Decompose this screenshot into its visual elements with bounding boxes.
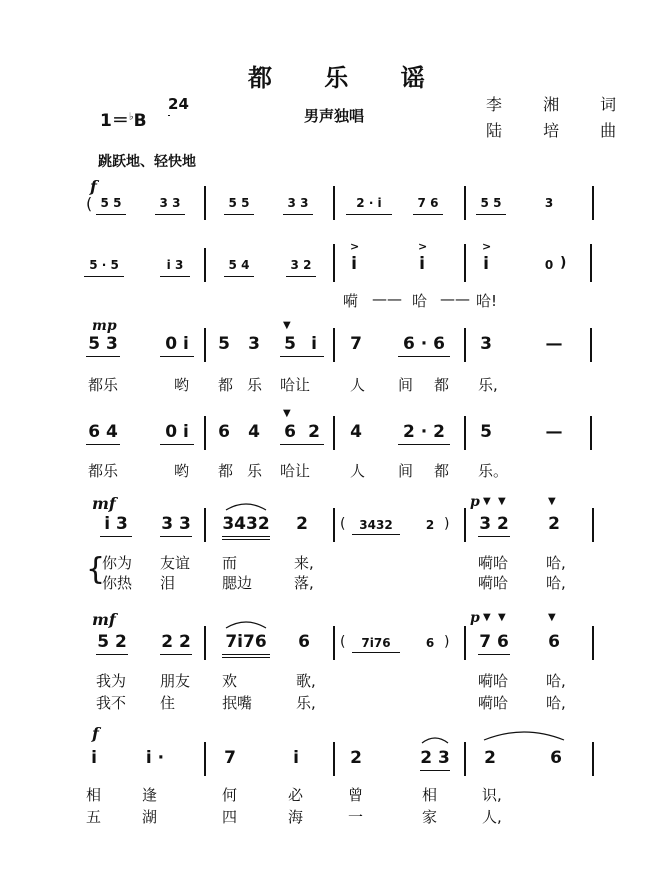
- lyric: 乐。: [478, 462, 509, 480]
- underline: [352, 534, 400, 535]
- lyric: 你为: [102, 554, 133, 572]
- note: 2: [548, 514, 560, 534]
- stress-mark: ▼: [498, 612, 506, 623]
- underline: [96, 214, 126, 215]
- dynamic-mp: mp: [92, 318, 117, 334]
- note-group: 3432: [359, 518, 393, 532]
- lyric: 都: [218, 462, 234, 480]
- note-group: 7 6: [479, 632, 509, 652]
- barline: [333, 328, 335, 362]
- slur: [224, 618, 268, 630]
- note: 2: [425, 518, 435, 532]
- song-title: 都 乐 谣: [248, 64, 447, 92]
- lyric: 嗬哈: [478, 672, 509, 690]
- lyric: 腮边: [222, 574, 253, 592]
- underline: [84, 276, 124, 277]
- lyric: 你热: [102, 574, 133, 592]
- note: i: [483, 254, 489, 274]
- note: 3: [480, 334, 492, 354]
- note: 6: [284, 422, 296, 442]
- barline: [590, 244, 592, 282]
- barline: [204, 626, 206, 660]
- note-group: 7i76: [225, 632, 267, 652]
- underline: [96, 654, 128, 655]
- dynamic-mf: mf: [92, 610, 116, 629]
- paren-open: (: [340, 516, 346, 532]
- lyric: 都: [434, 376, 450, 394]
- paren-close: ): [444, 516, 450, 532]
- note-group: 5 · 5: [89, 258, 119, 272]
- note: 2: [350, 748, 362, 768]
- underline: [222, 654, 270, 655]
- lyric: 朋友: [160, 672, 191, 690]
- lyric: 乐: [247, 462, 263, 480]
- stress-mark: ▼: [498, 496, 506, 507]
- lyric: 欢: [222, 672, 238, 690]
- note: i: [311, 334, 317, 354]
- underline: [222, 536, 270, 537]
- note-group: 3 2: [479, 514, 509, 534]
- note-group: 5 4: [228, 258, 250, 272]
- underline: [280, 444, 324, 445]
- lyric: ——: [372, 290, 402, 308]
- lyric: 海: [288, 808, 304, 826]
- lyric: 落,: [294, 574, 314, 592]
- performance-type: 男声独唱: [304, 107, 365, 125]
- lyric: 间: [398, 376, 414, 394]
- note-group: i 3: [166, 258, 184, 272]
- barline: [333, 244, 335, 282]
- barline: [333, 416, 335, 450]
- note-group: 5 3: [88, 334, 118, 354]
- lyric: 相: [422, 786, 438, 804]
- stress-mark: ▼: [483, 612, 491, 623]
- dynamic-mf: mf: [92, 494, 116, 513]
- note-group: 3432: [222, 514, 270, 534]
- lyric: 人: [350, 462, 366, 480]
- note-group: 6 4: [88, 422, 118, 442]
- time-signature: 2 4: [168, 94, 184, 114]
- lyric: 嗬哈: [478, 574, 509, 592]
- barline: [464, 244, 466, 282]
- note: i: [91, 748, 97, 768]
- lyric: 四: [222, 808, 238, 826]
- note: 6: [425, 636, 435, 650]
- note-group: 0 i: [165, 422, 189, 442]
- barline: [592, 508, 594, 542]
- slur: [420, 734, 450, 744]
- note-group: 7 6: [417, 196, 439, 210]
- accent-mark: >: [482, 240, 492, 253]
- slur: [482, 728, 566, 742]
- underline: [160, 536, 192, 537]
- lyric: 哟: [174, 376, 190, 394]
- lyric: 哈,: [546, 574, 566, 592]
- paren-open: (: [340, 634, 346, 650]
- barline: [464, 508, 466, 542]
- note: 6: [218, 422, 230, 442]
- note: 3: [248, 334, 260, 354]
- underline: [398, 444, 450, 445]
- barline: [204, 416, 206, 450]
- note: i: [351, 254, 357, 274]
- barline: [333, 626, 335, 660]
- lyric: 住: [160, 694, 176, 712]
- lyric: 歌,: [296, 672, 316, 690]
- note-group: 3 2: [290, 258, 312, 272]
- note-group: i ·: [145, 748, 165, 768]
- note-group: 5 5: [228, 196, 250, 210]
- barline: [592, 186, 594, 220]
- underline: [352, 652, 400, 653]
- underline: [86, 356, 120, 357]
- lyric: 相: [86, 786, 102, 804]
- underline: [160, 356, 194, 357]
- lyric: 家: [422, 808, 438, 826]
- paren-close: ): [560, 255, 567, 271]
- note-group: 6 · 6: [403, 334, 445, 354]
- barline: [204, 742, 206, 776]
- lyric: 哈!: [476, 292, 498, 310]
- lyric: 乐,: [296, 694, 316, 712]
- lyric: ——: [440, 290, 470, 308]
- barline: [204, 508, 206, 542]
- note-group: 5 5: [100, 196, 122, 210]
- underline: [398, 356, 450, 357]
- stress-mark: ▼: [283, 408, 291, 419]
- paren-open: (: [86, 194, 93, 213]
- note-group: 2 · i: [356, 196, 382, 210]
- dynamic-p: p: [470, 494, 480, 510]
- lyric: 都乐: [88, 462, 119, 480]
- note-group: 3 3: [287, 196, 309, 210]
- underline: [155, 214, 185, 215]
- lyric: 哟: [174, 462, 190, 480]
- note-group: 5 2: [97, 632, 127, 652]
- lyric: 识,: [482, 786, 502, 804]
- barline: [592, 626, 594, 660]
- lyric: 人,: [482, 808, 502, 826]
- stress-mark: ▼: [283, 320, 291, 331]
- barline: [590, 416, 592, 450]
- lyric: 间: [398, 462, 414, 480]
- underline: [160, 276, 190, 277]
- lyric: 我为: [96, 672, 127, 690]
- barline: [464, 328, 466, 362]
- note: 6: [298, 632, 310, 652]
- paren-close: ): [444, 634, 450, 650]
- underline: [222, 539, 270, 540]
- lyric: 抿嘴: [222, 694, 253, 712]
- lyric: 乐: [247, 376, 263, 394]
- lyric: 逢: [142, 786, 158, 804]
- dash: —: [545, 334, 563, 354]
- underline: [224, 276, 254, 277]
- lyric: 哈,: [546, 694, 566, 712]
- note: 4: [248, 422, 260, 442]
- underline: [476, 214, 506, 215]
- underline: [283, 214, 313, 215]
- lyric: 五: [86, 808, 102, 826]
- lyric: 都乐: [88, 376, 119, 394]
- underline: [224, 214, 254, 215]
- underline: [346, 214, 392, 215]
- lyric: 嗬哈: [478, 554, 509, 572]
- barline: [333, 508, 335, 542]
- underline: [478, 654, 510, 655]
- stress-mark: ▼: [548, 612, 556, 623]
- note: 5: [480, 422, 492, 442]
- note: 2: [296, 514, 308, 534]
- dash: —: [545, 422, 563, 442]
- barline: [464, 416, 466, 450]
- composer-credit: 陆 培 曲: [486, 121, 635, 140]
- barline: [592, 742, 594, 776]
- note-group: 3: [544, 196, 554, 210]
- note-group: 5 5: [480, 196, 502, 210]
- barline: [204, 248, 206, 282]
- lyric: 我不: [96, 694, 127, 712]
- underline: [420, 770, 450, 771]
- barline: [204, 328, 206, 362]
- lyric: 都: [218, 376, 234, 394]
- tempo-marking: 跳跃地、轻快地: [98, 154, 196, 170]
- accent-mark: >: [350, 240, 360, 253]
- lyric: 哈,: [546, 554, 566, 572]
- note: 6: [548, 632, 560, 652]
- note: i: [293, 748, 299, 768]
- note: 7: [224, 748, 236, 768]
- stress-mark: ▼: [483, 496, 491, 507]
- lyric: 何: [222, 786, 238, 804]
- note: 7: [350, 334, 362, 354]
- note-group: 2 2: [161, 632, 191, 652]
- dynamic-p: p: [470, 610, 480, 626]
- lyric: 湖: [142, 808, 158, 826]
- lyricist-credit: 李 湘 词: [486, 95, 635, 114]
- barline: [590, 328, 592, 362]
- underline: [478, 536, 510, 537]
- note-group: 2 · 2: [403, 422, 445, 442]
- barline: [464, 186, 466, 220]
- note: 2: [484, 748, 496, 768]
- lyric: 乐,: [478, 376, 498, 394]
- note-group: 3 3: [161, 514, 191, 534]
- lyric: 哈让: [280, 376, 311, 394]
- key-signature: 1＝♭B: [100, 111, 147, 131]
- lyric: 都: [434, 462, 450, 480]
- lyric: 哈,: [546, 672, 566, 690]
- note: i: [419, 254, 425, 274]
- verse-brace: {: [86, 552, 106, 587]
- note: 0: [544, 258, 554, 272]
- barline: [464, 742, 466, 776]
- note: 5: [284, 334, 296, 354]
- note-group: 3 3: [159, 196, 181, 210]
- lyric: 来,: [294, 554, 314, 572]
- slur: [224, 500, 268, 512]
- lyric: 而: [222, 554, 238, 572]
- underline: [413, 214, 443, 215]
- barline: [333, 742, 335, 776]
- barline: [204, 186, 206, 220]
- underline: [160, 654, 192, 655]
- lyric: 人: [350, 376, 366, 394]
- note: 4: [350, 422, 362, 442]
- lyric: 哈让: [280, 462, 311, 480]
- dynamic-f: f: [90, 177, 97, 196]
- lyric: 必: [288, 786, 304, 804]
- lyric: 一: [348, 808, 364, 826]
- underline: [86, 444, 120, 445]
- underline: [286, 276, 316, 277]
- barline: [333, 186, 335, 220]
- note-group: 7i76: [361, 636, 391, 650]
- note-group: i 3: [104, 514, 128, 534]
- dynamic-f: f: [92, 724, 99, 743]
- lyric: 友谊: [160, 554, 191, 572]
- underline: [160, 444, 194, 445]
- underline: [222, 657, 270, 658]
- lyric: 嗬哈: [478, 694, 509, 712]
- underline: [100, 536, 132, 537]
- lyric: 曾: [348, 786, 364, 804]
- accent-mark: >: [418, 240, 428, 253]
- underline: [280, 356, 324, 357]
- barline: [464, 626, 466, 660]
- lyric: 泪: [160, 574, 176, 592]
- note-group: 2 3: [420, 748, 450, 768]
- stress-mark: ▼: [548, 496, 556, 507]
- note: 6: [550, 748, 562, 768]
- note: 2: [308, 422, 320, 442]
- lyric: 嗬: [343, 292, 359, 310]
- note-group: 0 i: [165, 334, 189, 354]
- lyric: 哈: [412, 292, 428, 310]
- note: 5: [218, 334, 230, 354]
